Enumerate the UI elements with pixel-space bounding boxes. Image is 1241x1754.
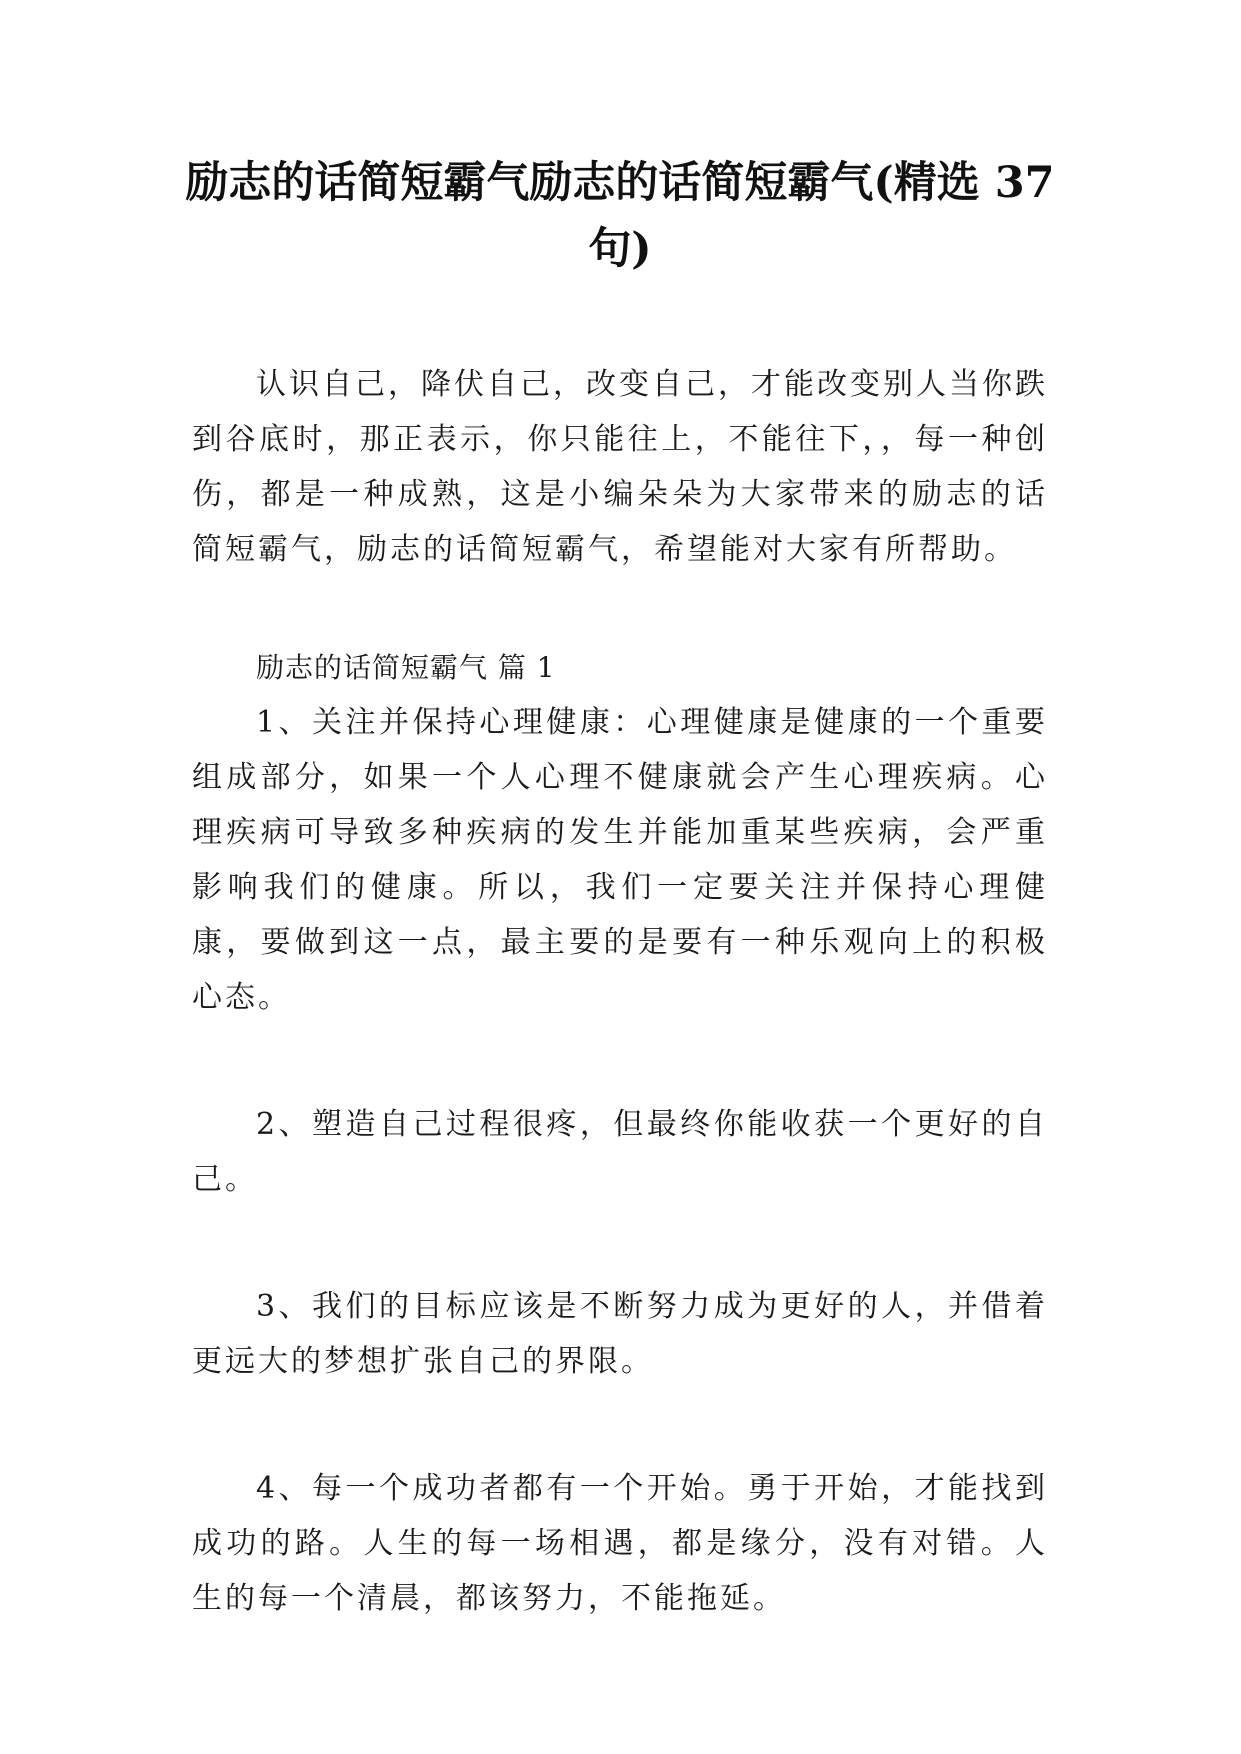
list-item: 2、塑造自己过程很疼，但最终你能收获一个更好的自己。: [192, 1107, 1048, 1197]
list-item: 3、我们的目标应该是不断努力成为更好的人，并借着更远大的梦想扩张自己的界限。: [192, 1289, 1048, 1379]
spacer: [192, 1207, 1048, 1279]
spacer: [192, 688, 1048, 695]
intro-paragraph: 认识自己，降伏自己，改变自己，才能改变别人当你跌到谷底时，那正表示，你只能往上，不能往下，，每一种创伤，都是一种成熟，这是小编朵朵为大家带来的励志的话简短霸气，励志的话简短霸气，希望能对大家有所帮助。: [192, 367, 1048, 567]
document-body: [192, 357, 1048, 1626]
section-heading: 励志的话简短霸气 篇 1: [256, 651, 556, 684]
document-title: 励志的话简短霸气励志的话简短霸气(精选 37 句): [185, 158, 1055, 274]
spacer: [192, 1389, 1048, 1461]
list-item: 1、关注并保持心理健康：心理健康是健康的一个重要组成部分，如果一个人心理不健康就会产生心理疾病。心理疾病可导致多种疾病的发生并能加重某些疾病，会严重影响我们的健康。所以，我们一定要关注并保持心理健康，要做到这一点，最主要的是要有一种乐观向上的积极心态。: [192, 705, 1048, 1015]
spacer: [192, 1025, 1048, 1097]
spacer: [192, 577, 1048, 648]
list-item: 4、每一个成功者都有一个开始。勇于开始，才能找到成功的路。人生的每一场相遇，都是缘分，没有对错。人生的每一个清晨，都该努力，不能拖延。: [192, 1471, 1048, 1616]
